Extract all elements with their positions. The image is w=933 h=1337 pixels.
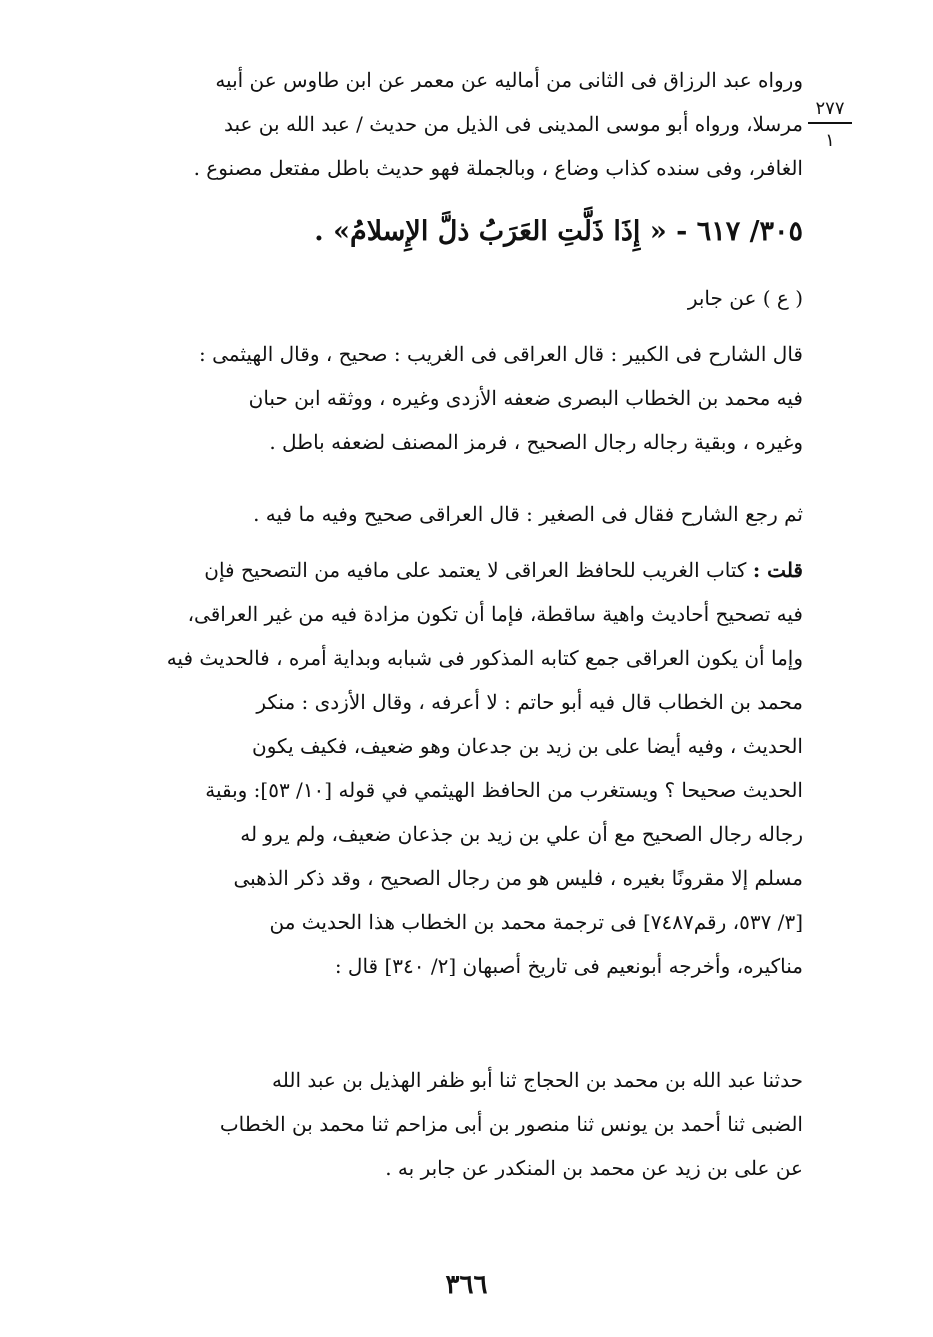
text-line: مناكيره، وأخرجه أبونعيم فى تاريخ أصبهان [٢/ ٣٤٠] قال : — [334, 954, 803, 978]
hadith-source: ( ع ) عن جابر — [687, 286, 803, 310]
margin-reference — [808, 98, 852, 152]
text-line: [٣/ ٥٣٧، رقم٧٤٨٧] فى ترجمة محمد بن الخطاب هذا الحديث من — [269, 910, 803, 934]
text-line: مرسلا، ورواه أبو موسى المدينى فى الذيل من حديث / عبد الله بن عبد — [223, 112, 803, 136]
text-line: ثم رجع الشارح فقال فى الصغير : قال العراقى صحيح وفيه ما فيه . — [253, 502, 803, 526]
hadith-block — [95, 207, 803, 257]
text-line: الحديث ، وفيه أيضا على بن زيد بن جدعان وهو ضعيف، فكيف يكون — [252, 734, 803, 758]
text-line: رجاله رجال الصحيح مع أن علي بن زيد بن جذعان ضعيف، ولم يرو له — [240, 822, 803, 846]
qult-label: قلت : — [752, 558, 803, 582]
page-number: ٣٦٦ — [445, 1270, 488, 1300]
paragraph-isnad — [95, 1058, 803, 1190]
text-line: الضبى ثنا أحمد بن يونس ثنا منصور بن أبى مزاحم ثنا محمد بن الخطاب — [219, 1112, 803, 1136]
text-line: حدثنا عبد الله بن محمد بن الحجاج ثنا أبو ظفر الهذيل بن عبد الله — [272, 1068, 803, 1092]
text-line: وغيره ، وبقية رجاله رجال الصحيح ، فرمز المصنف لضعفه باطل . — [269, 430, 803, 454]
qult-text: كتاب الغريب للحافظ العراقى لا يعتمد على مافيه من التصحيح فإن — [204, 558, 753, 582]
text-line: مسلم إلا مقرونًا بغيره ، فليس هو من رجال الصحيح ، وقد ذكر الذهبى — [233, 866, 803, 890]
text-line: ورواه عبد الرزاق فى الثانى من أماليه عن معمر عن ابن طاوس عن أبيه — [215, 68, 803, 92]
text-line: فيه تصحيح أحاديث واهية ساقطة، فإما أن تكون مزادة فيه من غير العراقى، — [187, 602, 803, 626]
paragraph-commentary — [95, 332, 803, 464]
text-line: عن على بن زيد عن محمد بن المنكدر عن جابر به . — [385, 1156, 803, 1180]
paragraph-small — [95, 492, 803, 536]
margin-ref-sub: ١ — [825, 130, 835, 151]
text-line — [95, 548, 803, 592]
text-line: قال الشارح فى الكبير : قال العراقى فى الغريب : صحيح ، وقال الهيثمى : — [199, 342, 803, 366]
paragraph-qult — [95, 548, 803, 988]
paragraph-intro — [95, 58, 803, 190]
text-line: وإما أن يكون العراقى جمع كتابه المذكور فى شبابه وبداية أمره ، فالحديث فيه — [166, 646, 803, 670]
text-line: فيه محمد بن الخطاب البصرى ضعفه الأزدى وغيره ، ووثقه ابن حبان — [248, 386, 803, 410]
text-line: محمد بن الخطاب قال فيه أبو حاتم : لا أعرفه ، وقال الأزدى : منكر — [256, 690, 803, 714]
margin-ref-number: ٢٧٧ — [808, 98, 852, 124]
text-line: الحديث صحيحا ؟ ويستغرب من الحافظ الهيثمي في قوله [١٠/ ٥٣]: وبقية — [205, 778, 803, 802]
hadith-heading: ٣٠٥/ ٦١٧ - « إِذَا ذَلَّتِ العَرَبُ ذلَّ الإِسلامُ» . — [314, 216, 803, 247]
source-block — [95, 276, 803, 320]
text-line: الغافر، وفى سنده كذاب وضاع ، وبالجملة فهو حديث باطل مفتعل مصنوع . — [193, 156, 803, 180]
